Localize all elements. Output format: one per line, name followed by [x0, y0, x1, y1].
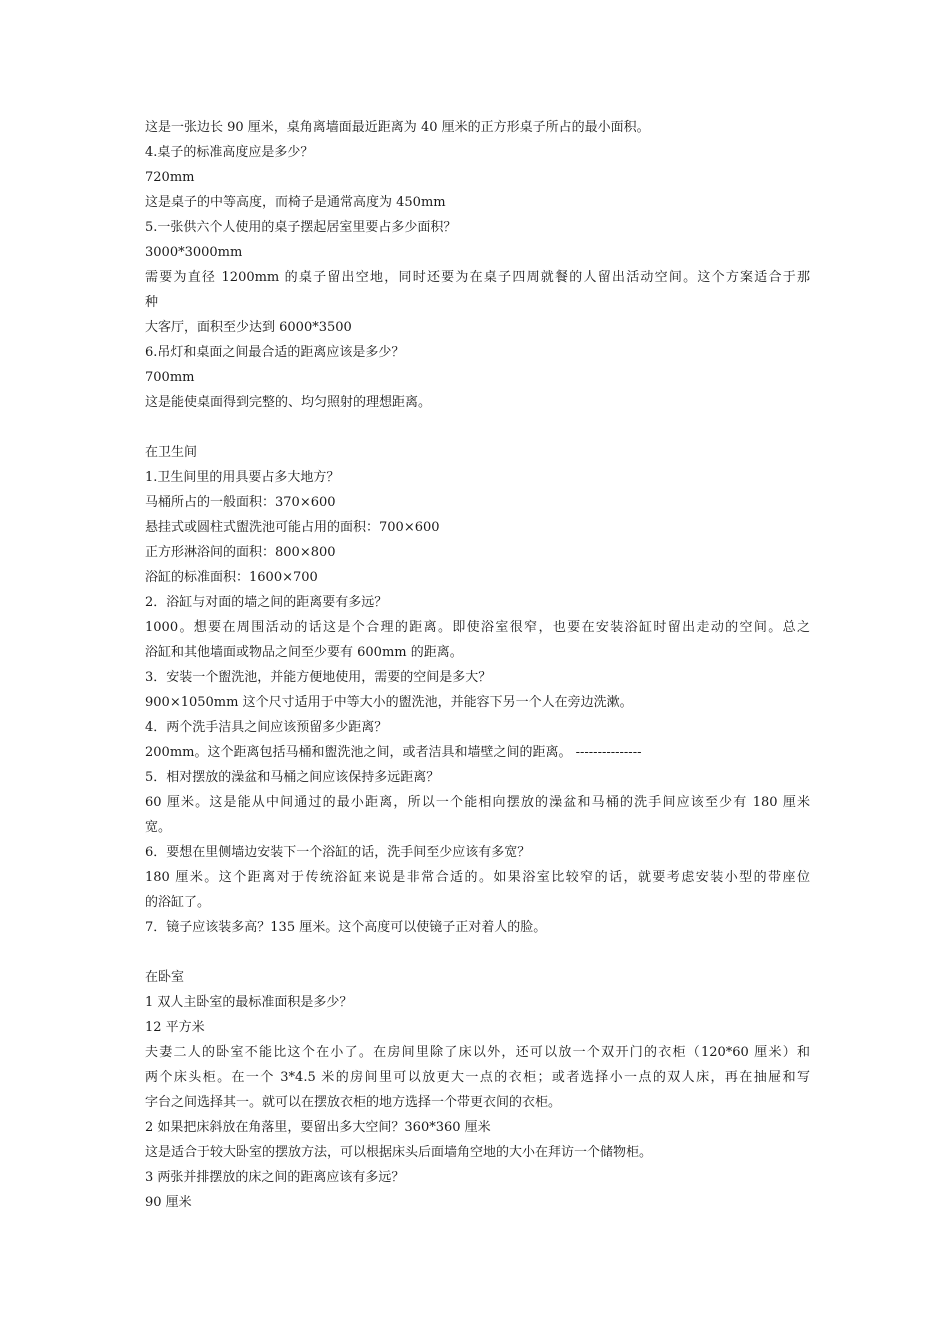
question-heading: 4.桌子的标准高度应是多少？ [145, 145, 314, 160]
answer-value: 90 厘米 [145, 1195, 192, 1210]
text-line: 大客厅，面积至少达到 6000*3500 [145, 320, 352, 335]
text-line: 的浴缸了。 [145, 895, 211, 910]
question-heading: 7．镜子应该装多高？135 厘米。这个高度可以使镜子正对着人的脸。 [145, 920, 547, 935]
text-line: 200mm。这个距离包括马桶和盥洗池之间，或者洁具和墙壁之间的距离。 --------------- [145, 745, 642, 760]
question-heading: 2．浴缸与对面的墙之间的距离要有多远？ [145, 595, 388, 610]
question-heading: 3．安装一个盥洗池，并能方便地使用，需要的空间是多大？ [145, 670, 492, 685]
text-line: 浴缸的标准面积：1600×700 [145, 570, 318, 585]
answer-value: 720mm [145, 170, 195, 185]
text-line: 夫妻二人的卧室不能比这个在小了。在房间里除了床以外，还可以放一个双开门的衣柜（120*60 厘米）和 [145, 1045, 810, 1060]
question-heading: 6．要想在里侧墙边安装下一个浴缸的话，洗手间至少应该有多宽？ [145, 845, 531, 860]
text-line: 马桶所占的一般面积：370×600 [145, 495, 336, 510]
section-heading: 在卫生间 [145, 445, 198, 460]
blank-line [145, 940, 810, 965]
text-line: 这是能使桌面得到完整的、均匀照射的理想距离。 [145, 395, 432, 410]
text-line: 正方形淋浴间的面积：800×800 [145, 545, 336, 560]
text-line: 浴缸和其他墙面或物品之间至少要有 600mm 的距离。 [145, 645, 463, 660]
text-line: 900×1050mm 这个尺寸适用于中等大小的盥洗池，并能容下另一个人在旁边洗漱。 [145, 695, 633, 710]
section-heading: 在卧室 [145, 970, 185, 985]
text-line: 这是一张边长 90 厘米，桌角离墙面最近距离为 40 厘米的正方形桌子所占的最小面积。 [145, 120, 650, 135]
document-body [145, 115, 810, 1215]
text-line: 需要为直径 1200mm 的桌子留出空地，同时还要为在桌子四周就餐的人留出活动空间。这个方案适合于那 [145, 270, 810, 285]
blank-line [145, 415, 810, 440]
text-line: 这是桌子的中等高度，而椅子是通常高度为 450mm [145, 195, 446, 210]
answer-value: 12 平方米 [145, 1020, 205, 1035]
answer-value: 700mm [145, 370, 195, 385]
text-line: 悬挂式或圆柱式盥洗池可能占用的面积：700×600 [145, 520, 440, 535]
text-line: 宽。 [145, 820, 172, 835]
question-heading: 1 双人主卧室的最标准面积是多少？ [145, 995, 353, 1010]
text-line: 种 [145, 295, 159, 310]
text-line: 60 厘米。这是能从中间通过的最小距离，所以一个能相向摆放的澡盆和马桶的洗手间应该至少有 180 厘米 [145, 795, 810, 810]
question-heading: 5．相对摆放的澡盆和马桶之间应该保持多远距离？ [145, 770, 440, 785]
answer-value: 3000*3000mm [145, 245, 243, 260]
question-heading: 5.一张供六个人使用的桌子摆起居室里要占多少面积？ [145, 220, 457, 235]
question-heading: 4．两个洗手洁具之间应该预留多少距离？ [145, 720, 388, 735]
text-line: 1000。想要在周围活动的话这是个合理的距离。即使浴室很窄，也要在安装浴缸时留出走动的空间。总之 [145, 620, 810, 635]
question-heading: 3 两张并排摆放的床之间的距离应该有多远？ [145, 1170, 405, 1185]
text-line: 两个床头柜。在一个 3*4.5 米的房间里可以放更大一点的衣柜；或者选择小一点的双人床，再在抽屉和写 [145, 1070, 810, 1085]
question-heading: 2 如果把床斜放在角落里，要留出多大空间？360*360 厘米 [145, 1120, 491, 1135]
question-heading: 1.卫生间里的用具要占多大地方？ [145, 470, 340, 485]
text-line: 这是适合于较大卧室的摆放方法，可以根据床头后面墙角空地的大小在拜访一个储物柜。 [145, 1145, 653, 1160]
text-line: 180 厘米。这个距离对于传统浴缸来说是非常合适的。如果浴室比较窄的话，就要考虑安装小型的带座位 [145, 870, 810, 885]
question-heading: 6.吊灯和桌面之间最合适的距离应该是多少？ [145, 345, 405, 360]
text-line: 字台之间选择其一。就可以在摆放衣柜的地方选择一个带更衣间的衣柜。 [145, 1095, 562, 1110]
